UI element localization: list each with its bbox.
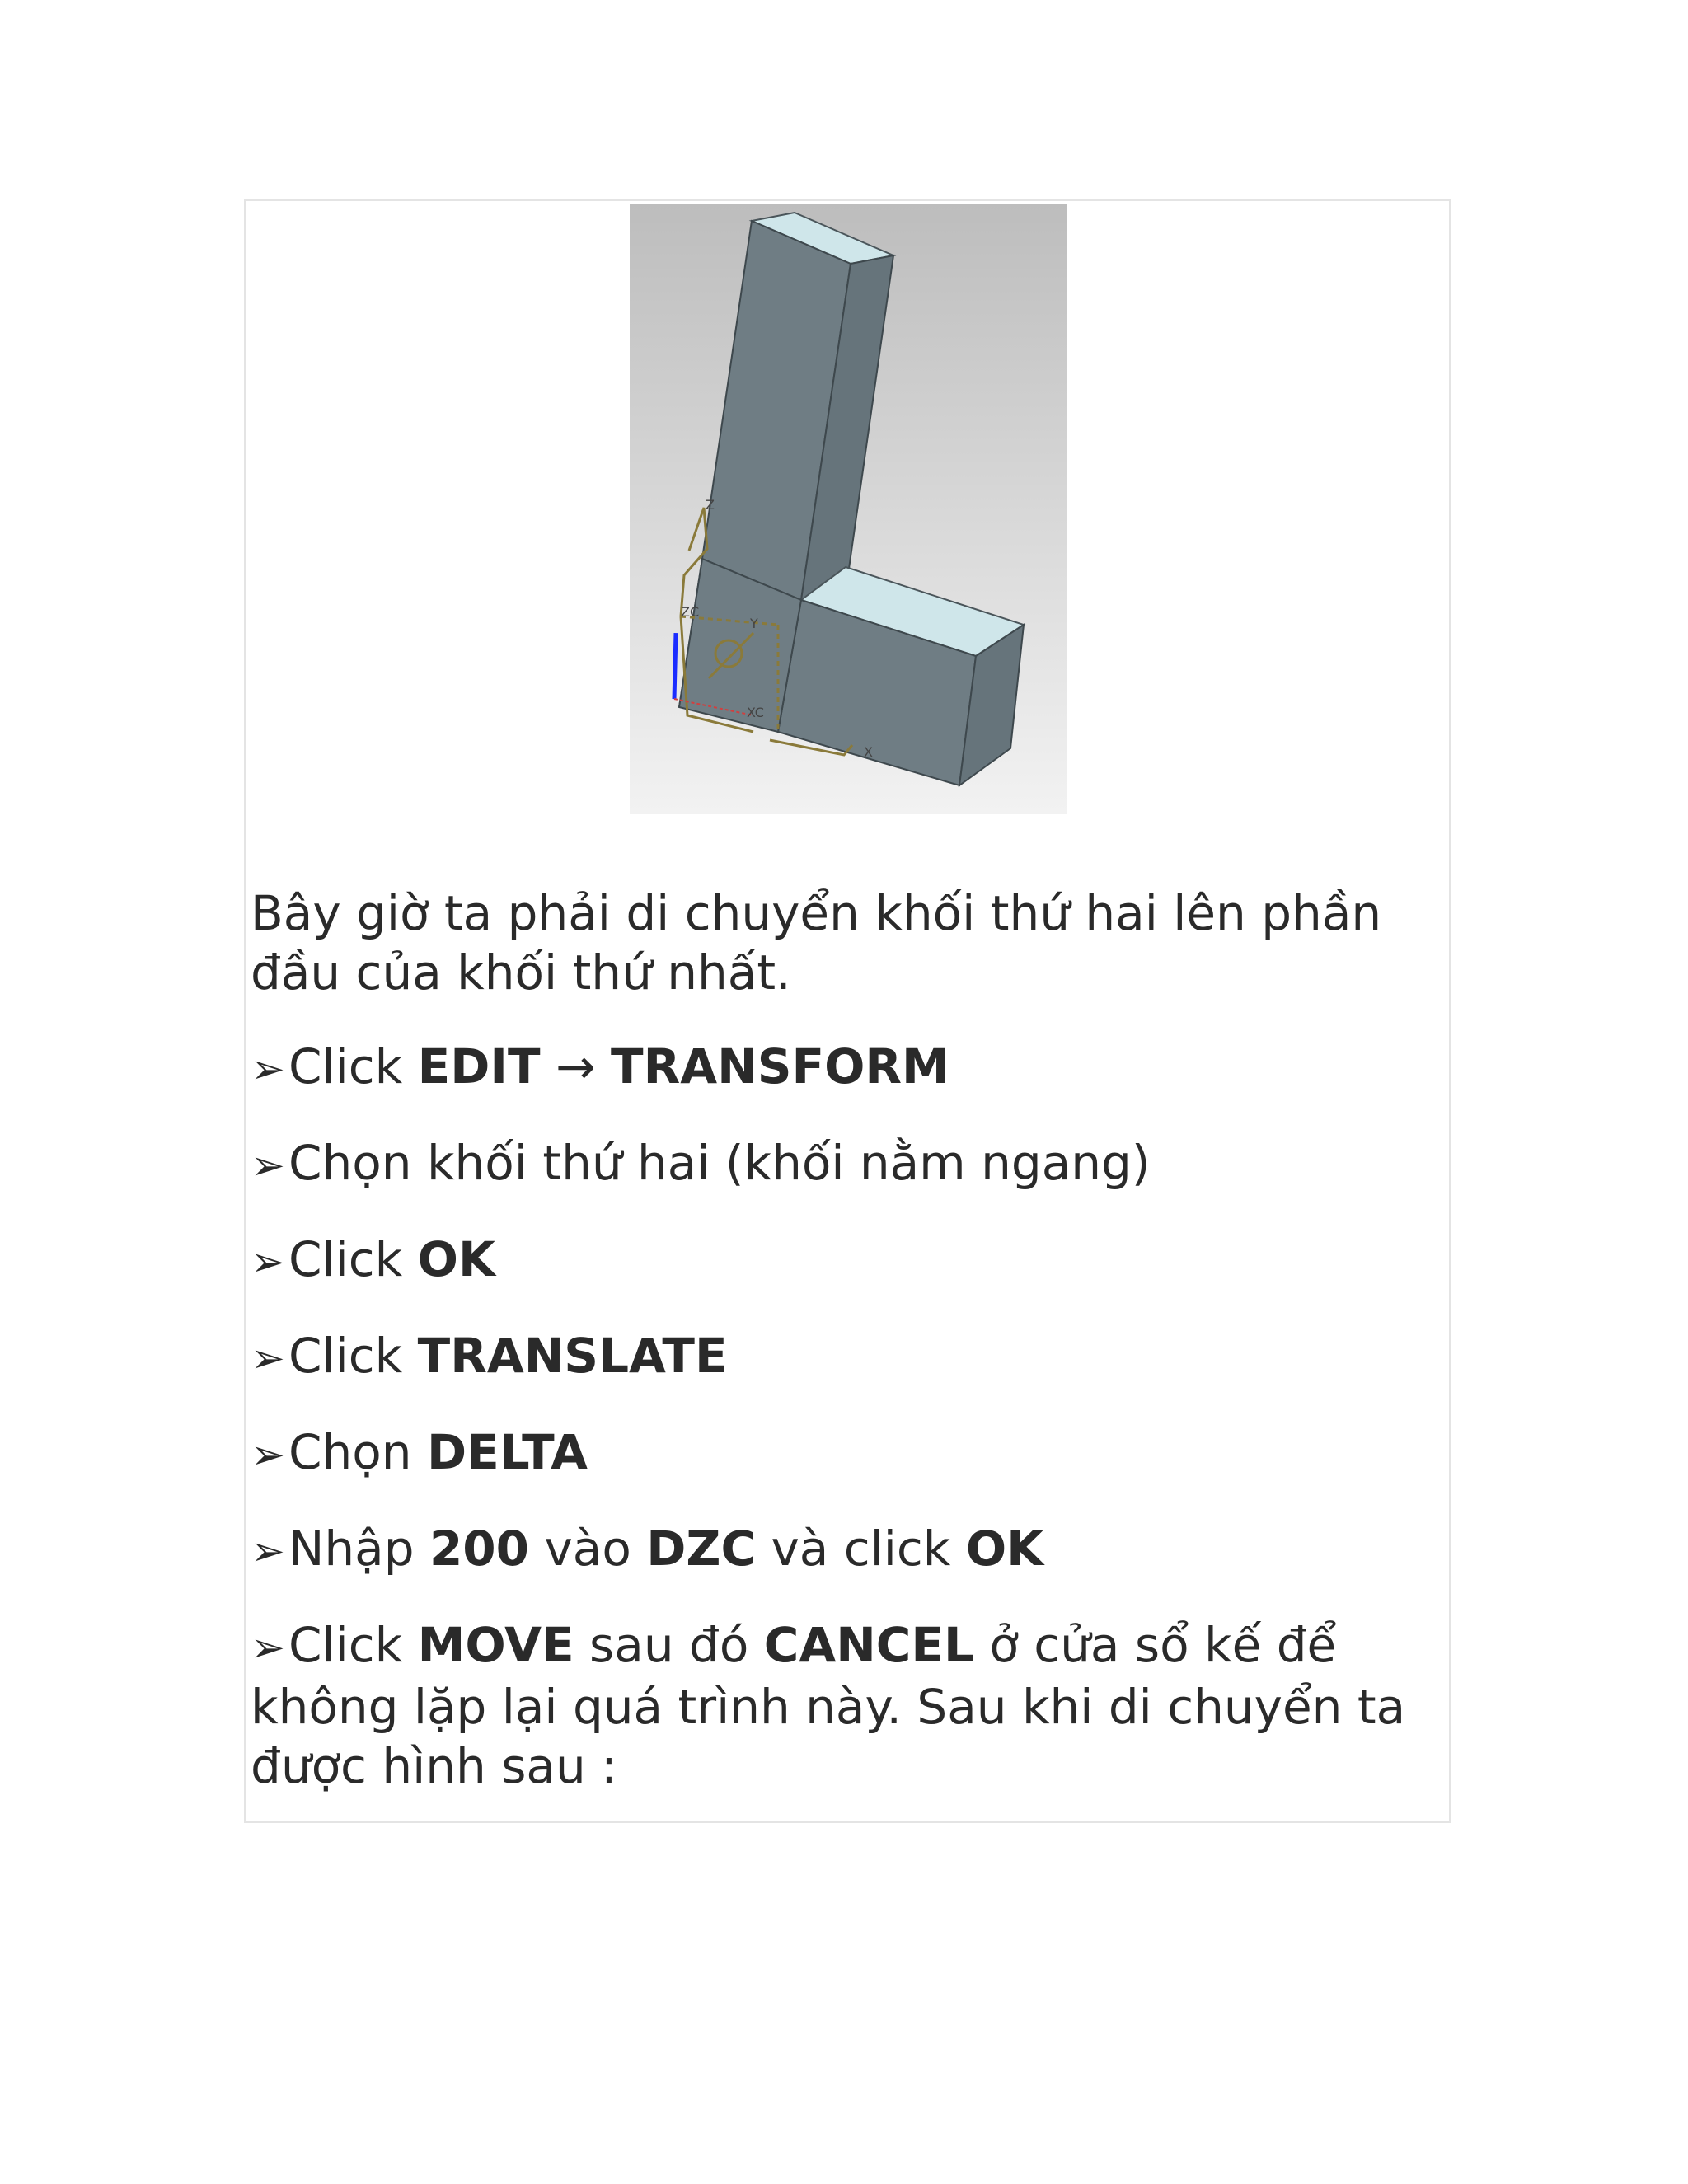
step-keyword: DZC <box>646 1521 757 1577</box>
axis-label-xc: XC <box>747 705 764 720</box>
step-item <box>251 1037 1446 1099</box>
arrow-bullet-icon: ➢ <box>251 1238 285 1286</box>
step-text: Chọn <box>288 1424 427 1480</box>
step-text: Nhập <box>288 1521 429 1577</box>
step-keyword: MOVE <box>417 1617 574 1673</box>
cad-model-figure <box>630 204 1067 814</box>
axis-label-y: Y <box>750 616 758 631</box>
step-keyword: CANCEL <box>763 1617 974 1673</box>
axis-label-x: X <box>864 744 873 760</box>
step-text: vào <box>529 1521 647 1577</box>
step-keyword: OK <box>417 1231 495 1287</box>
arrow-bullet-icon: ➢ <box>251 1527 285 1575</box>
axis-label-z: Z <box>706 497 715 513</box>
step-text: Click <box>288 1328 418 1384</box>
step-text: → <box>540 1038 612 1094</box>
step-text: Chọn khối thứ hai (khối nằm ngang) <box>288 1135 1151 1191</box>
instruction-text <box>251 883 1446 1830</box>
step-text: sau đó <box>574 1617 764 1673</box>
zc-axis-line <box>674 633 676 699</box>
step-item <box>251 1326 1446 1388</box>
step-item <box>251 1615 1446 1796</box>
intro-paragraph: Bây giờ ta phải di chuyển khối thứ hai lên phần đầu của khối thứ nhất. <box>251 885 1382 1001</box>
arrow-bullet-icon: ➢ <box>251 1141 285 1189</box>
step-item <box>251 1230 1446 1291</box>
step-keyword: DELTA <box>426 1424 588 1480</box>
arrow-bullet-icon: ➢ <box>251 1431 285 1479</box>
step-text: Click <box>288 1231 418 1287</box>
step-keyword: OK <box>965 1521 1044 1577</box>
arrow-bullet-icon: ➢ <box>251 1334 285 1382</box>
axis-label-zc: ZC <box>681 604 700 620</box>
step-item <box>251 1422 1446 1484</box>
step-item <box>251 1519 1446 1581</box>
step-item <box>251 1133 1446 1195</box>
step-text: ở cửa sổ kế để không lặp lại quá trình này. Sau khi di chuyển ta được hình sau : <box>251 1617 1406 1794</box>
step-list <box>251 1037 1446 1796</box>
step-keyword: 200 <box>429 1521 530 1577</box>
arrow-bullet-icon: ➢ <box>251 1624 285 1671</box>
step-text: và click <box>756 1521 966 1577</box>
step-text: Click <box>288 1038 418 1094</box>
step-keyword: TRANSLATE <box>417 1328 728 1384</box>
step-text: Click <box>288 1617 418 1673</box>
step-keyword: EDIT <box>417 1038 541 1094</box>
step-keyword: TRANSFORM <box>611 1038 950 1094</box>
arrow-bullet-icon: ➢ <box>251 1045 285 1093</box>
